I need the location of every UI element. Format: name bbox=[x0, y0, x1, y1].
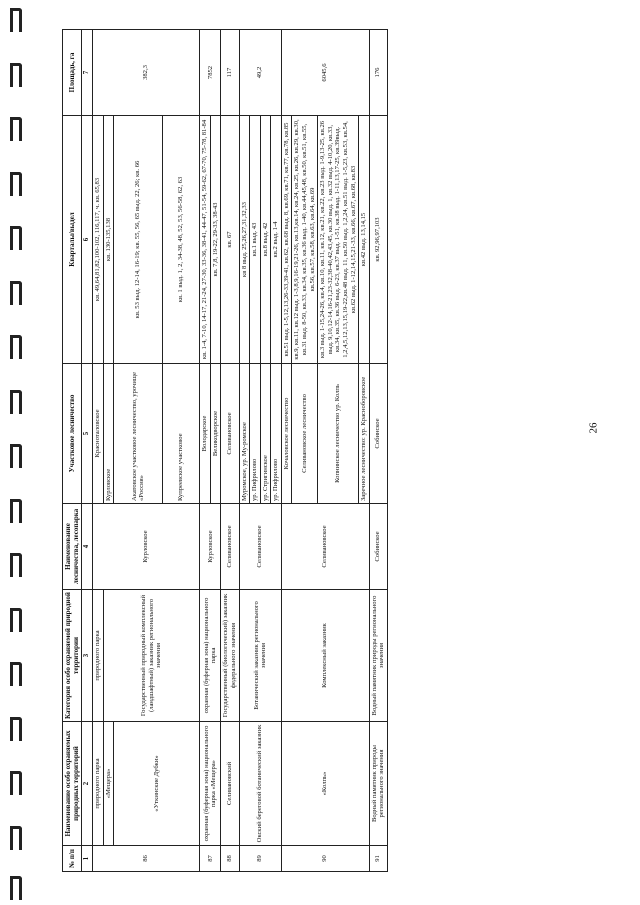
cell-subforestry: Селивановское bbox=[221, 364, 239, 504]
column-number-row bbox=[82, 30, 93, 872]
binder-ring bbox=[10, 335, 22, 359]
cell-forestry: Курловское bbox=[200, 504, 221, 590]
cell-subforestry: Купреевское участковое bbox=[163, 364, 200, 504]
cell-name: природного парка bbox=[93, 722, 104, 846]
column-number: 4 bbox=[82, 504, 93, 590]
protected-areas-table bbox=[62, 29, 388, 872]
header-cell: Категория особо охраняемой природной территории bbox=[63, 590, 82, 722]
header-cell: Кварталы/выдел bbox=[63, 116, 82, 364]
cell-forestry: Селивановское bbox=[281, 504, 369, 590]
header-cell: Наименование лесничества, лесопарка bbox=[63, 504, 82, 590]
cell-quarters: кв.9, кв.11, кв.12 выд. 1-3,8,9,16-19,21-26, кв.13,кв.14, кв.24, кв.25, кв.26, кв.29, кв.30, кв.31 выд. 8-50, кв.33, кв.34, кв.35, кв.36 выд. 1-40, кв.44,45,48, кв.50, кв.51, кв.55, кв.56, кв.57, кв.58, кв.63, кв.64, кв.69 bbox=[292, 116, 318, 364]
cell-name: «Уткинские Дубки» bbox=[114, 722, 200, 846]
cell-name: «Колпь» bbox=[281, 722, 369, 846]
cell-area: 382,3 bbox=[93, 30, 200, 116]
rotated-table-container bbox=[62, 30, 634, 872]
cell-subforestry: ур. Пифрилово bbox=[250, 364, 261, 504]
binder-ring bbox=[10, 608, 22, 632]
cell-quarters: кв 8 выд. 25,26,27,31,32,33 bbox=[239, 116, 250, 364]
cell-subforestry: Акатовское участковое лесничество, урочище «Россия» bbox=[114, 364, 163, 504]
binder-ring bbox=[10, 8, 22, 32]
cell-category: Государственный (биологический) заказник федерального значения bbox=[221, 590, 239, 722]
cell-quarters: кв.8 выд. 42 bbox=[260, 116, 271, 364]
cell-quarters: кв. 1-4, 7-10, 14-17, 21-24, 27-30, 33-36, 38-41, 44-47, 51-54, 59-62, 67-70, 75-78, 81-84 bbox=[200, 116, 211, 364]
binder-ring bbox=[10, 281, 22, 305]
binder-ring bbox=[10, 390, 22, 414]
table-row bbox=[239, 30, 250, 872]
cell-name: охранная (буферная зона) национального парка «Мещера» bbox=[200, 722, 221, 846]
cell-quarters: кв. 53 выд. 12-14, 16-19; кв. 55, 56, 65 выд. 22, 26; кв. 66 bbox=[114, 116, 163, 364]
binder-ring bbox=[10, 717, 22, 741]
cell-name: Селивановский bbox=[221, 722, 239, 846]
binder-ring bbox=[10, 499, 22, 523]
cell-subforestry: ур. Пифрилово bbox=[271, 364, 282, 504]
header-cell: Площадь, га bbox=[63, 30, 82, 116]
table-row bbox=[200, 30, 211, 872]
table-row bbox=[103, 30, 114, 872]
cell-subforestry: Курловское bbox=[103, 364, 114, 504]
cell-quarters: кв. 92,96,97,103 bbox=[369, 116, 387, 364]
header-cell: Наименование особо охраняемых природных территорий bbox=[63, 722, 82, 846]
cell-subforestry: Великодворское bbox=[210, 364, 221, 504]
cell-quarters: кв. 49,64,81,82,100-102, 116,117, ч. кв. 65,83 bbox=[93, 116, 104, 364]
cell-quarters: кв. 130-135,138 bbox=[103, 116, 114, 364]
cell-subforestry: Муромское, ур. Му-ромское bbox=[239, 364, 250, 504]
cell-area: 6045,6 bbox=[281, 30, 369, 116]
table-row bbox=[93, 30, 104, 872]
cell-subforestry: Заречное лесничество: ур. Красноборовское bbox=[359, 364, 370, 504]
cell-forestry: Собинское bbox=[369, 504, 387, 590]
cell-quarters: кв. 1 выд. 1, 2, 34-38, 48, 52, 53, 56-58, 62, 63 bbox=[163, 116, 200, 364]
binder-ring bbox=[10, 444, 22, 468]
binder-ring bbox=[10, 826, 22, 850]
row-number: 88 bbox=[221, 846, 239, 872]
cell-category: Ботанический заказник регионального значения bbox=[239, 590, 281, 722]
row-number: 90 bbox=[281, 846, 369, 872]
table-row bbox=[221, 30, 239, 872]
cell-area: 49,2 bbox=[239, 30, 281, 116]
cell-area: 7852 bbox=[200, 30, 221, 116]
binder-ring bbox=[10, 553, 22, 577]
row-number: 87 bbox=[200, 846, 221, 872]
cell-quarters: кв.3 выд. 1-15,24-26, кв.4, кв.10, кв.11, кв.12, кв.21, кв.22, кв.23 выд. 1-9,13-25, кв.26 выд. 9,10,12-14,16-21,23-32,38-40,42,43,45, кв.30 выд. 1, кв.32 выд. 4-10,20, кв.33, кв.34, кв.35, кв.36 выд. 6-23, кв.37 выд. 1-51, кв.38 выд. 1-11,13,17-25, кв.39выд. 1,2,4,5,12,13,15,19-22,кв.48 выд. 11, кв.50 выд. 1,2,24, кв.51 выд. 1-5,23, кв.53, кв.54, кв.62 выд. 1-12,14,15,21-33, кв.66, кв.67, кв.68, кв.83 bbox=[318, 116, 359, 364]
cell-category: Водный памятник природы регионального значения bbox=[369, 590, 387, 722]
binder-ring bbox=[10, 63, 22, 87]
column-number: 2 bbox=[82, 722, 93, 846]
cell-category: Государственный природный комплексный (ландшафтный) заказник регионального значения bbox=[103, 590, 200, 722]
column-number: 3 bbox=[82, 590, 93, 722]
cell-forestry: Курловское bbox=[93, 504, 200, 590]
header-cell: № п/п bbox=[63, 846, 82, 872]
cell-area: 176 bbox=[369, 30, 387, 116]
column-number: 1 bbox=[82, 846, 93, 872]
cell-forestry: Селивановское bbox=[239, 504, 281, 590]
cell-subforestry: Кочаловское лесничество bbox=[281, 364, 292, 504]
row-number: 86 bbox=[93, 846, 200, 872]
table-row bbox=[114, 30, 163, 872]
header-row bbox=[63, 30, 82, 872]
page-number: 26 bbox=[587, 422, 600, 434]
cell-area: 117 bbox=[221, 30, 239, 116]
binder-ring bbox=[10, 876, 22, 900]
cell-subforestry: ур. Стригинское bbox=[260, 364, 271, 504]
cell-name: Водный памятник природы регионального значения bbox=[369, 722, 387, 846]
cell-quarters: кв. 7,8, 19-22, 29-33, 38-43 bbox=[210, 116, 221, 364]
cell-quarters: кв.1 выд. 43 bbox=[250, 116, 261, 364]
cell-subforestry: Копнинское лесничество ур. Колпь bbox=[318, 364, 359, 504]
binder-ring bbox=[10, 117, 22, 141]
table-row bbox=[281, 30, 292, 872]
column-number: 5 bbox=[82, 364, 93, 504]
cell-quarters: кв.2 выд. 1-4 bbox=[271, 116, 282, 364]
row-number: 89 bbox=[239, 846, 281, 872]
cell-category: природного парка bbox=[93, 590, 104, 722]
binder-ring bbox=[10, 771, 22, 795]
document-page bbox=[62, 30, 634, 872]
cell-quarters: кв.42 выд. 13,14,15 bbox=[359, 116, 370, 364]
binder-ring bbox=[10, 662, 22, 686]
cell-subforestry: Володарское bbox=[200, 364, 211, 504]
cell-quarters: кв. 67 bbox=[221, 116, 239, 364]
cell-category: охранная (буферная зона) национального парка bbox=[200, 590, 221, 722]
column-number: 6 bbox=[82, 116, 93, 364]
binder-ring bbox=[10, 226, 22, 250]
binder-rings bbox=[0, 0, 36, 905]
cell-subforestry: Красноталовское bbox=[93, 364, 104, 504]
cell-subforestry: Селивановское лесничество bbox=[292, 364, 318, 504]
binder-ring bbox=[10, 172, 22, 196]
cell-subforestry: Собинское bbox=[369, 364, 387, 504]
cell-name: Окский береговой ботанический заказник bbox=[239, 722, 281, 846]
row-number: 91 bbox=[369, 846, 387, 872]
cell-forestry: Селивановское bbox=[221, 504, 239, 590]
cell-category: Комплексный заказник bbox=[281, 590, 369, 722]
cell-quarters: кв.51 выд. 1-5,12,13,26-33,39-41, кв.62, кв.68 выд. 8, кв.69, кв.71, кв.77, кв.78, кв.85 bbox=[281, 116, 292, 364]
table-row bbox=[369, 30, 387, 872]
column-number: 7 bbox=[82, 30, 93, 116]
cell-name: «Мещера» bbox=[103, 722, 114, 846]
header-cell: Участковое лесничество bbox=[63, 364, 82, 504]
